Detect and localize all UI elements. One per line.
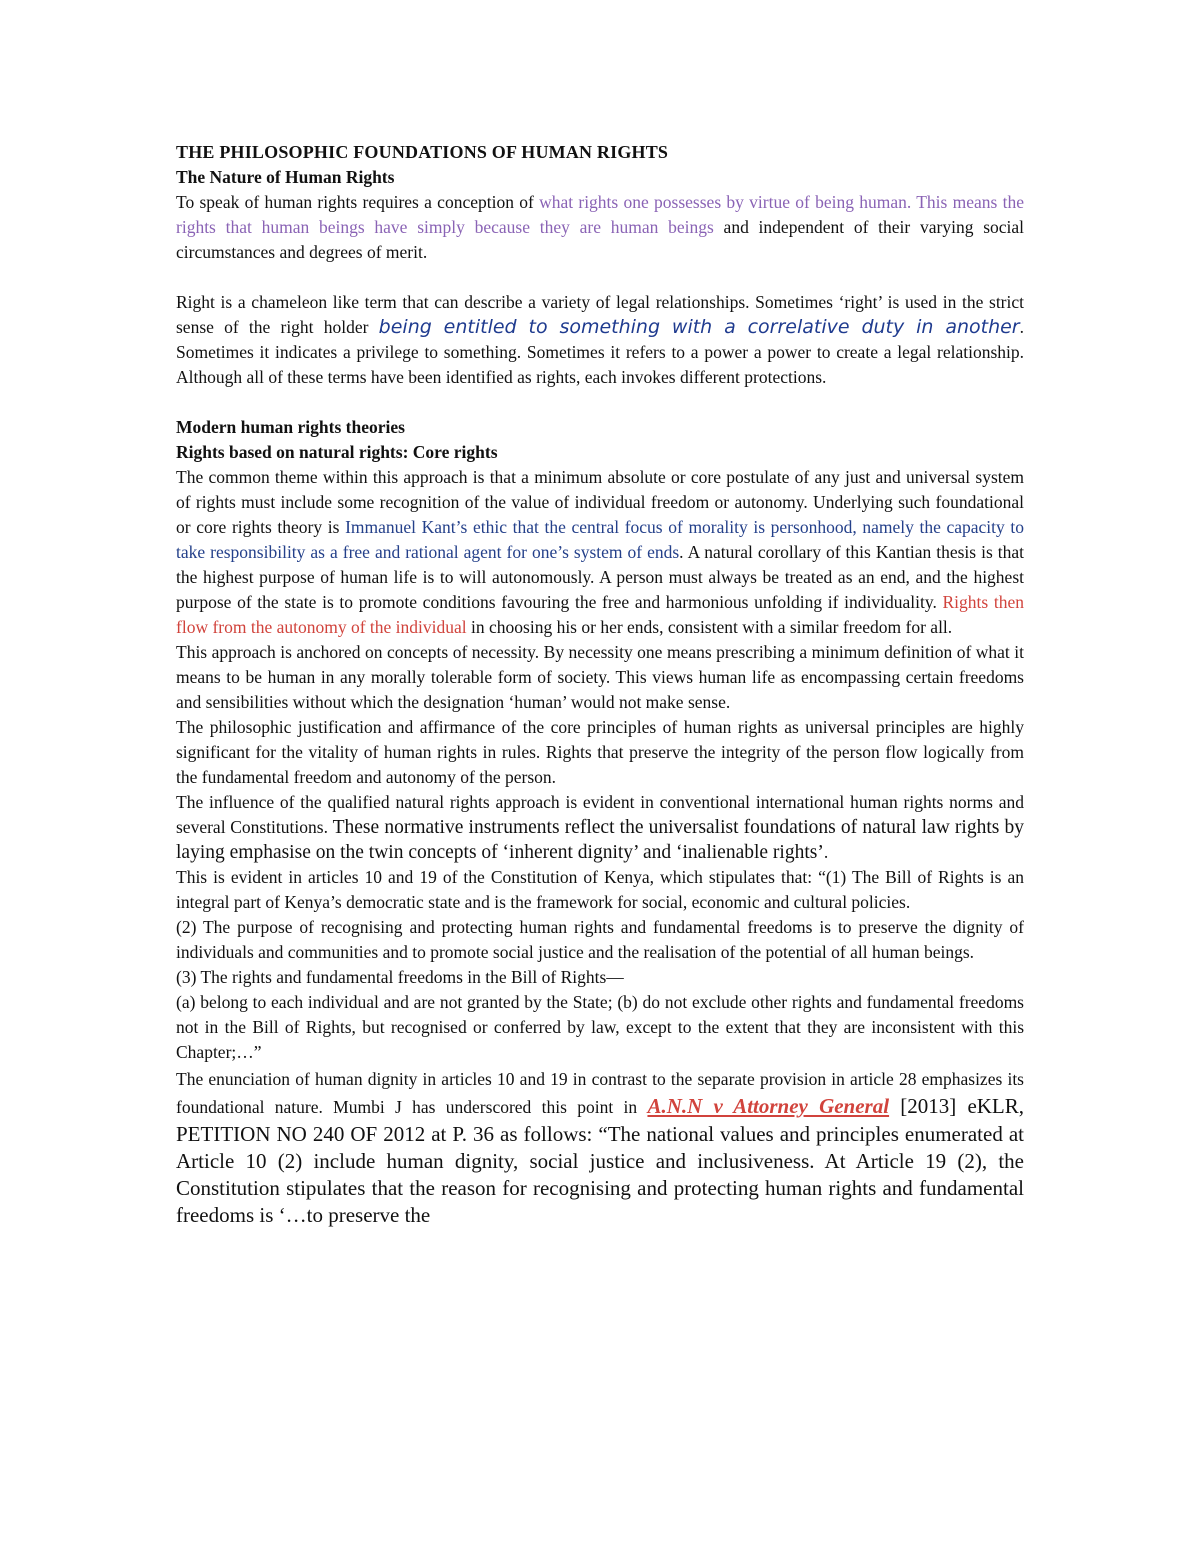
spacer — [176, 390, 1024, 415]
p1-text-end: and independent of their varying social circumstances and degrees of merit. — [176, 217, 1025, 262]
case-link-ann-v-attorney-general[interactable]: A.N.N v Attorney General — [647, 1094, 890, 1118]
p3-text-mid: . A natural corollary of this Kantian thesis is that the highest purpose of human life is to will autonomously. A person must always be treated as an end, and the highest purpose of the state is to promote conditions favouring the free and harmonious unfolding if individuality. — [176, 542, 1024, 612]
paragraph-article-2: (2) The purpose of recognising and protecting human rights and fundamental freedoms is to preserve the dignity of individuals and communities and to promote social justice and the realisation of the potential of all human beings. — [176, 917, 1024, 962]
spacer — [176, 265, 1024, 290]
p3-autonomy-highlight: Rights then flow from the autonomy of the individual — [176, 592, 1024, 637]
p1-text: To speak of human rights requires a conception of — [176, 192, 540, 212]
p6-text: The influence of the qualified natural rights approach is evident in conventional international human rights norms and several Constitutions. — [176, 792, 1024, 837]
paragraph-qualified-natural-rights — [176, 790, 1024, 865]
p2-text-end: . Sometimes it indicates a privilege to something. Sometimes it refers to a power a power to create a legal relationship. Although all of these terms have been identified as rights, each invokes different protections. — [176, 317, 1024, 387]
document-page — [176, 140, 1024, 1229]
p11-text: The enunciation of human dignity in articles 10 and 19 in contrast to the separate provision in article 28 emphasizes its foundational nature. Mumbi J has underscored this point in — [176, 1069, 1024, 1117]
p3-text: The common theme within this approach is that a minimum absolute or core postulate of any just and universal system of rights must include some recognition of the value of individual freedom or autonomy. Underlying such foundational or core rights theory is — [176, 467, 1024, 537]
p6-text-end: . — [823, 842, 829, 862]
p11-text-end: [2013] eKLR, PETITION NO 240 OF 2012 at P. 36 as follows: “The national values and principles enumerated at Article 10 (2) include human dignity, social justice and inclusiveness. At Article 19 (2), the Constitution stipulates that the reason for recognising and protecting human rights and fundamental freedoms is ‘…to preserve the — [176, 1094, 1025, 1227]
p2-highlight: being entitled to something with a correlative duty in another — [378, 316, 1020, 338]
paragraph-necessity: This approach is anchored on concepts of necessity. By necessity one means prescribing a minimum definition of what it means to be human in any morally tolerable form of society. This views human life as encompassing certain freedoms and sensibilities without which the designation ‘human’ would not make sense. — [176, 642, 1024, 712]
paragraph-human-dignity — [176, 1065, 1024, 1229]
p2-text: Right is a chameleon like term that can describe a variety of legal relationships. Sometimes ‘right’ is used in the strict sense of the right holder — [176, 292, 1024, 337]
p3-kant-highlight: Immanuel Kant’s ethic that the central focus of morality is personhood, namely the capacity to take responsibility as a free and rational agent for one’s system of ends — [176, 517, 1024, 562]
p3-text-end: in choosing his or her ends, consistent with a similar freedom for all. — [466, 617, 953, 637]
paragraph-core-rights — [176, 465, 1024, 640]
paragraph-constitution-kenya: This is evident in articles 10 and 19 of the Constitution of Kenya, which stipulates that: “(1) The Bill of Rights is an integral part of Kenya’s democratic state and is the framework for social, economic and cultural policies. — [176, 867, 1024, 912]
p1-highlight: what rights one possesses by virtue of being human. This means the rights that human beings have simply because they are human beings — [176, 192, 1024, 237]
p6-larger-text: These normative instruments reflect the universalist foundations of natural law rights by laying emphasise on the twin concepts of ‘inherent dignity’ and ‘inalienable rights’ — [176, 817, 1025, 863]
section-heading-modern-theories: Modern human rights theories — [176, 417, 405, 437]
section-heading-nature: The Nature of Human Rights — [176, 167, 395, 187]
paragraph-justification: The philosophic justification and affirmance of the core principles of human rights as universal principles are highly significant for the vitality of human rights in rules. Rights that preserve the integrity of the person flow logically from the fundamental freedom and autonomy of the person. — [176, 717, 1024, 787]
paragraph-article-a-b: (a) belong to each individual and are not granted by the State; (b) do not exclude other rights and fundamental freedoms not in the Bill of Rights, but recognised or conferred by law, except to the extent that they are inconsistent with this Chapter;…” — [176, 992, 1024, 1062]
paragraph-article-3: (3) The rights and fundamental freedoms in the Bill of Rights— — [176, 967, 624, 987]
paragraph-nature — [176, 190, 1024, 265]
paragraph-right-chameleon — [176, 290, 1024, 390]
document-title: THE PHILOSOPHIC FOUNDATIONS OF HUMAN RIGHTS — [176, 142, 669, 162]
section-heading-core-rights: Rights based on natural rights: Core rights — [176, 442, 498, 462]
